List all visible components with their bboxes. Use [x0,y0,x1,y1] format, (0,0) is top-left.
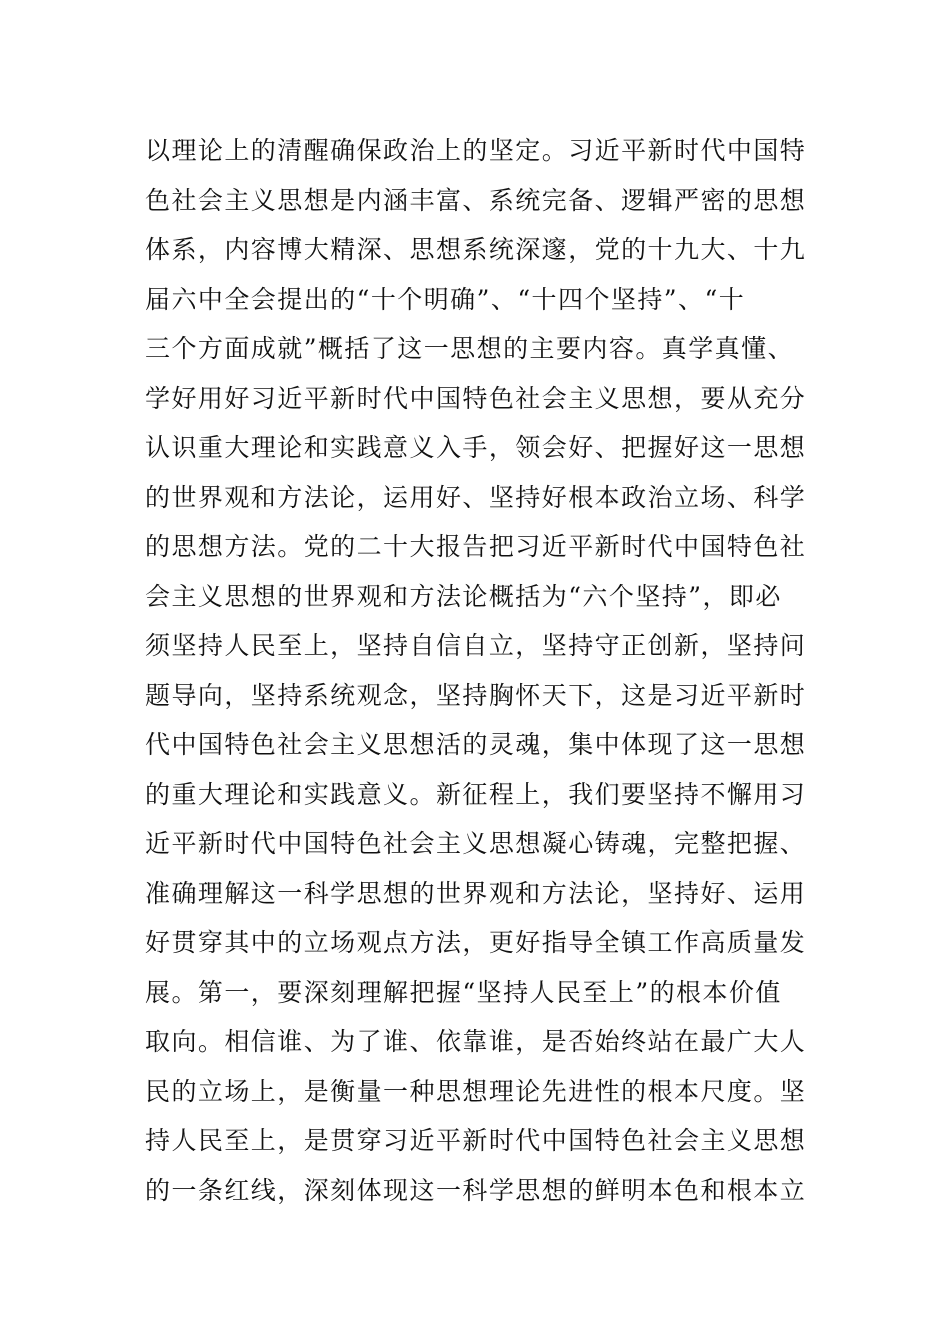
text-line: 须坚持人民至上，坚持自信自立，坚持守正创新，坚持问 [145,631,807,660]
text-line: 展。第一，要深刻理解把握“坚持人民至上”的根本价值 [145,977,782,1007]
text-line: 以理论上的清醒确保政治上的坚定。习近平新时代中国特 [145,136,807,165]
text-line: 持人民至上，是贯穿习近平新时代中国特色社会主义思想 [145,1126,807,1155]
text-line: 会主义思想的世界观和方法论概括为“六个坚持”，即必 [145,581,782,611]
text-line: 届六中全会提出的“十个明确”、“十四个坚持”、“十 [145,284,746,314]
text-line: 认识重大理论和实践意义入手，领会好、把握好这一思想 [145,433,807,462]
text-line: 准确理解这一科学思想的世界观和方法论，坚持好、运用 [145,878,807,908]
text-line: 的世界观和方法论，运用好、坚持好根本政治立场、科学 [145,482,807,512]
text-line: 的一条红线，深刻体现这一科学思想的鲜明本色和根本立 [145,1175,807,1205]
text-line: 三个方面成就”概括了这一思想的主要内容。真学真懂、 [145,334,795,363]
text-line: 体系，内容博大精深、思想系统深邃，党的十九大、十九 [145,235,807,264]
body-text [145,126,815,1215]
text-line: 的重大理论和实践意义。新征程上，我们要坚持不懈用习 [145,779,807,809]
text-line: 的思想方法。党的二十大报告把习近平新时代中国特色社 [145,532,807,561]
text-line: 近平新时代中国特色社会主义思想凝心铸魂，完整把握、 [145,829,807,858]
text-line: 取向。相信谁、为了谁、依靠谁，是否始终站在最广大人 [145,1027,807,1056]
text-line: 色社会主义思想是内涵丰富、系统完备、逻辑严密的思想 [145,185,807,215]
text-line: 题导向，坚持系统观念，坚持胸怀天下，这是习近平新时 [145,680,807,710]
text-line: 好贯穿其中的立场观点方法，更好指导全镇工作高质量发 [145,928,807,957]
text-line: 学好用好习近平新时代中国特色社会主义思想，要从充分 [145,383,807,413]
text-line: 代中国特色社会主义思想活的灵魂，集中体现了这一思想 [145,730,807,759]
text-line: 民的立场上，是衡量一种思想理论先进性的根本尺度。坚 [145,1076,807,1106]
